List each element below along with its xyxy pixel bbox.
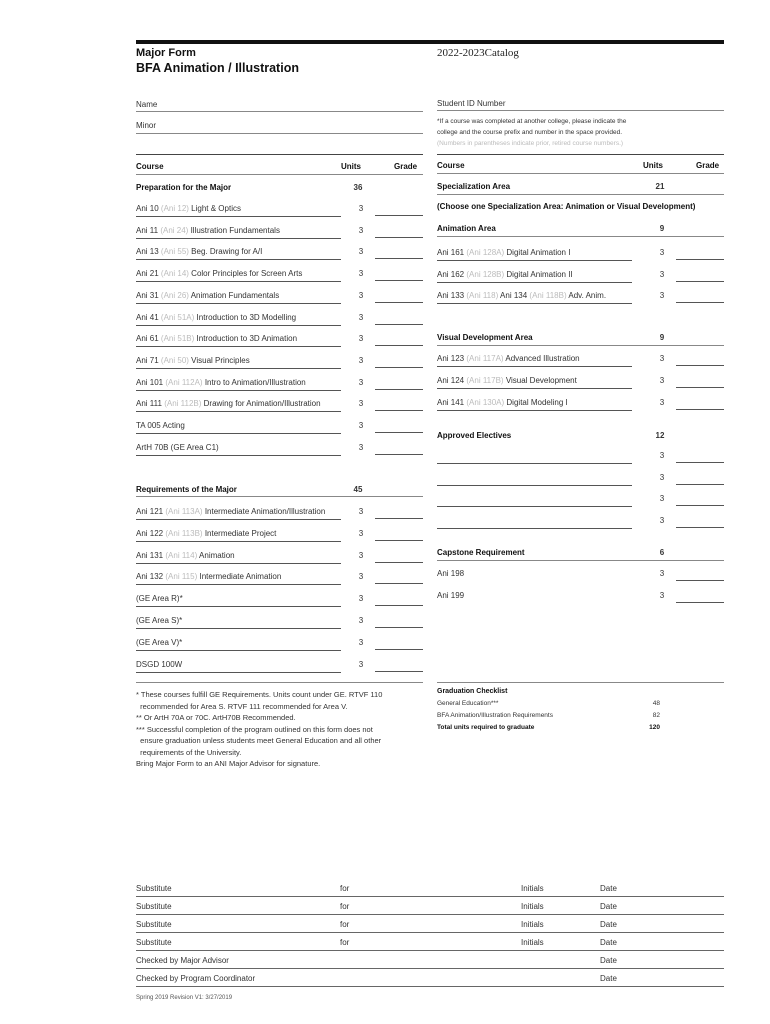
initials-label: Initials	[521, 938, 544, 947]
right-header-rule	[437, 154, 724, 155]
for-label: for	[340, 938, 350, 947]
course-cell	[136, 313, 296, 322]
course-underline	[136, 650, 341, 651]
course-underline	[136, 325, 341, 326]
course-title: Intermediate Animation	[199, 572, 282, 582]
footnotes	[136, 689, 426, 770]
capstone-units: 3	[659, 569, 665, 578]
left-col-grade: Grade	[394, 162, 418, 171]
grade-field[interactable]	[375, 258, 423, 259]
course-underline	[136, 346, 341, 347]
course-underline	[136, 259, 341, 260]
course-title: Illustration Fundamentals	[190, 225, 280, 235]
grade-field[interactable]	[676, 602, 724, 603]
minor-label: Minor	[136, 121, 157, 130]
substitute-field[interactable]	[136, 950, 724, 951]
course-title: Visual Development	[505, 376, 577, 385]
checklist-total-value: 120	[649, 724, 660, 731]
substitute-field[interactable]	[136, 914, 724, 915]
form-title: Major Form	[136, 47, 196, 59]
course-old-number: (Ani 112B)	[164, 399, 202, 409]
initials-label: Initials	[521, 902, 544, 911]
transfer-note-3: (Numbers in parentheses indicate prior, retired course numbers.)	[437, 140, 624, 147]
course-cell	[136, 247, 262, 256]
capstone-course: Ani 199	[437, 591, 465, 600]
course-underline	[136, 672, 341, 673]
vis-area-units: 9	[659, 333, 665, 342]
checklist-ge-label: General Education***	[437, 700, 499, 707]
course-underline	[136, 368, 341, 369]
left-col-course: Course	[136, 162, 164, 171]
course-cell	[136, 291, 279, 300]
course-cell	[136, 638, 182, 647]
course-old-number: (Ani 117A)	[466, 354, 504, 363]
right-col-units: Units	[643, 161, 663, 170]
course-code: Ani 121	[136, 507, 164, 516]
course-cell	[136, 443, 219, 452]
req-section-units: 45	[353, 485, 363, 494]
course-title: Advanced Illustration	[505, 354, 580, 363]
elective-course-field[interactable]	[437, 463, 632, 464]
course-underline	[136, 433, 341, 434]
course-old-number: (Ani 24)	[160, 225, 189, 235]
revision-footer: Spring 2019 Revision V1: 3/27/2019	[136, 995, 233, 1001]
course-old-number: (Ani 51A)	[160, 312, 195, 322]
transfer-note-2: college and the course prefix and number in the space provided.	[437, 129, 623, 136]
capstone-units: 6	[659, 548, 665, 557]
course-units: 3	[659, 354, 665, 363]
signature-field[interactable]	[136, 968, 724, 969]
course-underline	[437, 388, 632, 389]
grade-field[interactable]	[676, 259, 724, 260]
capstone-rule	[437, 560, 724, 561]
anim-area-title: Animation Area	[437, 224, 496, 233]
footnote-line: ** Or ArtH 70A or 70C. ArtH70B Recommended.	[136, 713, 296, 722]
course-code: (GE Area R)*	[136, 594, 183, 604]
course-old-number: (Ani 114)	[165, 550, 198, 560]
course-code: Ani 161	[437, 248, 465, 257]
grade-field[interactable]	[375, 605, 423, 606]
elective-course-field[interactable]	[437, 485, 632, 486]
initials-label: Initials	[521, 920, 544, 929]
grade-field[interactable]	[375, 302, 423, 303]
catalog-year: 2022-2023Catalog	[437, 47, 519, 59]
course-title: Digital Animation II	[506, 269, 573, 279]
course-title: Color Principles for Screen Arts	[191, 269, 303, 279]
course-title: Digital Animation I	[506, 248, 571, 257]
initials-label: Initials	[521, 884, 544, 893]
spec-section-units: 21	[655, 182, 665, 191]
course-cell	[136, 204, 241, 213]
course-units: 3	[358, 204, 364, 213]
grade-field[interactable]	[375, 410, 423, 411]
grade-field[interactable]	[375, 562, 423, 563]
course-old-number: (Ani 112A)	[165, 377, 203, 387]
course-code: DSGD 100W	[136, 659, 183, 669]
right-col-course: Course	[437, 161, 465, 170]
course-cell	[136, 572, 281, 581]
course-underline	[136, 455, 341, 456]
course-units: 3	[358, 442, 364, 452]
capstone-units: 3	[659, 591, 665, 600]
electives-units: 12	[655, 431, 665, 440]
for-label: for	[340, 884, 350, 893]
grade-field[interactable]	[676, 527, 724, 528]
course-cell	[136, 269, 302, 278]
grade-field[interactable]	[375, 540, 423, 541]
course-old-number: (Ani 51B)	[160, 334, 195, 344]
course-cell	[136, 421, 185, 430]
course-old-number: (Ani 115)	[165, 572, 198, 582]
substitute-label: Substitute	[136, 884, 172, 893]
student-id-label: Student ID Number	[437, 99, 506, 108]
course-title: Animation	[199, 550, 235, 560]
course-units: 3	[659, 291, 665, 300]
course-units: 3	[358, 269, 364, 279]
grade-field[interactable]	[676, 302, 724, 303]
left-col-units: Units	[341, 162, 361, 171]
course-code: Ani 131	[136, 550, 164, 560]
course-underline	[136, 541, 341, 542]
course-units: 3	[358, 225, 364, 235]
right-subheader-rule	[437, 173, 724, 174]
spec-rule	[437, 194, 724, 195]
grade-field[interactable]	[676, 505, 724, 506]
course-units: 3	[358, 528, 364, 538]
course-title: Digital Modeling I	[506, 398, 568, 407]
checklist-title: Graduation Checklist	[437, 688, 508, 695]
course-code: Ani 111	[136, 399, 162, 409]
course-underline	[136, 216, 341, 217]
anim-rule	[437, 236, 724, 237]
program-title: BFA Animation / Illustration	[136, 61, 299, 75]
spec-section-title: Specialization Area	[437, 182, 511, 191]
course-code: Ani 41	[136, 312, 159, 322]
course-code: Ani 13	[136, 247, 159, 257]
course-title: Intermediate Project	[204, 528, 277, 538]
course-units: 3	[358, 312, 364, 322]
course-title: Light & Optics	[191, 204, 241, 213]
course-cell	[136, 507, 325, 516]
course-units: 3	[358, 572, 364, 582]
course-old-number: (Ani 55)	[160, 247, 189, 257]
course-code: Ani 123	[437, 354, 465, 363]
course-old-number: (Ani 117B)	[466, 376, 504, 385]
course-code: Ani 133	[437, 291, 465, 300]
course-cell	[136, 616, 182, 625]
elective-units: 3	[659, 451, 665, 460]
grade-field[interactable]	[375, 280, 423, 281]
course-cell	[136, 399, 321, 408]
course-units: 3	[358, 334, 364, 344]
electives-title: Approved Electives	[437, 431, 512, 440]
vis-area-title: Visual Development Area	[437, 333, 533, 342]
grade-field[interactable]	[375, 671, 423, 672]
course-old-number: (Ani 128A)	[466, 248, 505, 257]
course-code: Ani 162	[437, 269, 465, 279]
course-old-number: (Ani 130A)	[466, 398, 505, 407]
course-underline	[136, 628, 341, 629]
grade-field[interactable]	[676, 387, 724, 388]
course-underline	[136, 519, 341, 520]
course-title: Introduction to 3D Modelling	[196, 312, 297, 322]
grade-field[interactable]	[676, 281, 724, 282]
student-id-field[interactable]	[437, 110, 724, 111]
prep-section-units: 36	[353, 183, 363, 192]
for-label: for	[340, 902, 350, 911]
course-cell	[136, 378, 306, 387]
grade-field[interactable]	[676, 580, 724, 581]
checklist-req-value: 82	[652, 712, 660, 719]
course-old-number: (Ani 113B)	[165, 528, 203, 538]
course-underline	[437, 366, 632, 367]
course-code: Ani 21	[136, 269, 159, 279]
footnote-line: Bring Major Form to an ANI Major Advisor for signature.	[136, 759, 321, 768]
grade-field[interactable]	[375, 389, 423, 390]
course-code: TA 005 Acting	[136, 421, 185, 430]
course-cell	[136, 334, 297, 343]
course-units: 3	[358, 399, 364, 409]
course-old-number: (Ani 50)	[160, 355, 189, 365]
course-code: Ani 132	[136, 572, 164, 582]
course-code: Ani 31	[136, 290, 159, 300]
course-underline	[136, 281, 341, 282]
prep-section-title: Preparation for the Major	[136, 183, 232, 192]
vis-rule	[437, 345, 724, 346]
grade-field[interactable]	[375, 649, 423, 650]
grade-field[interactable]	[676, 462, 724, 463]
course-underline	[437, 260, 632, 261]
course-cell	[437, 291, 606, 300]
date-label: Date	[600, 938, 617, 947]
for-label: for	[340, 920, 350, 929]
date-label: Date	[600, 884, 617, 893]
course-underline	[136, 411, 341, 412]
course-underline	[437, 303, 632, 304]
course-units: 3	[358, 594, 364, 604]
course-cell	[437, 354, 580, 363]
date-label: Date	[600, 956, 617, 965]
grade-field[interactable]	[375, 627, 423, 628]
substitute-label: Substitute	[136, 938, 172, 947]
grade-field[interactable]	[676, 409, 724, 410]
req-rule	[136, 496, 423, 497]
grade-field[interactable]	[375, 583, 423, 584]
course-underline	[136, 238, 341, 239]
footnote-line: ensure graduation unless students meet General Education and all other	[136, 736, 382, 745]
course-title: Intermediate Animation/Illustration	[204, 507, 326, 516]
date-label: Date	[600, 974, 617, 983]
course-underline	[136, 606, 341, 607]
notes-rule	[136, 682, 423, 683]
course-title: Ani 134	[500, 291, 528, 300]
course-code: Ani 61	[136, 334, 159, 344]
course-code: Ani 11	[136, 225, 159, 235]
date-label: Date	[600, 902, 617, 911]
substitute-field[interactable]	[136, 896, 724, 897]
course-cell	[136, 529, 276, 538]
course-cell	[437, 376, 577, 385]
course-units: 3	[659, 398, 665, 407]
grade-field[interactable]	[676, 484, 724, 485]
checklist-rule	[437, 682, 724, 683]
grade-field[interactable]	[375, 432, 423, 433]
course-code: ArtH 70B (GE Area C1)	[136, 442, 219, 452]
transfer-note-1: *If a course was completed at another college, please indicate the	[437, 118, 627, 125]
signature-field[interactable]	[136, 986, 724, 987]
substitute-label: Substitute	[136, 902, 172, 911]
course-cell	[136, 356, 250, 365]
footnote-line: recommended for Area S. RTVF 111 recommended for Area V.	[136, 701, 348, 711]
elective-course-field[interactable]	[437, 506, 632, 507]
spec-note: (Choose one Specialization Area: Animation or Visual Development)	[437, 202, 696, 211]
course-code: (GE Area V)*	[136, 637, 183, 647]
course-units: 3	[358, 247, 364, 257]
capstone-title: Capstone Requirement	[437, 548, 525, 557]
course-cell	[437, 270, 573, 279]
req-section-title: Requirements of the Major	[136, 485, 237, 494]
course-old-number: (Ani 118B)	[529, 291, 567, 300]
course-cell	[136, 226, 280, 235]
course-code: Ani 141	[437, 398, 465, 407]
course-old-number: (Ani 14)	[160, 269, 189, 279]
course-code: Ani 101	[136, 377, 164, 387]
left-header-rule	[136, 154, 423, 155]
course-units: 3	[358, 550, 364, 560]
course-old-number: (Ani 26)	[160, 290, 189, 300]
grade-field[interactable]	[375, 324, 423, 325]
grade-field[interactable]	[375, 215, 423, 216]
left-subheader-rule	[136, 174, 423, 175]
elective-units: 3	[659, 472, 665, 482]
course-units: 3	[358, 507, 364, 516]
course-title: Animation Fundamentals	[190, 290, 280, 300]
grade-field[interactable]	[375, 367, 423, 368]
major-advisor-label: Checked by Major Advisor	[136, 956, 229, 965]
course-title: Beg. Drawing for A/I	[191, 247, 263, 257]
grade-field[interactable]	[375, 454, 423, 455]
course-cell	[437, 398, 568, 407]
course-units: 3	[358, 355, 364, 365]
footnote-line: *** Successful completion of the program outlined on this form does not	[136, 724, 373, 734]
grade-field[interactable]	[375, 237, 423, 238]
anim-area-units: 9	[659, 224, 665, 233]
course-units: 3	[358, 637, 364, 647]
substitute-field[interactable]	[136, 932, 724, 933]
footnote-line: requirements of the University.	[136, 747, 242, 757]
course-old-number: (Ani 118)	[466, 291, 499, 300]
course-cell	[437, 248, 570, 257]
footnote-line: * These courses fulfill GE Requirements. Units count under GE. RTVF 110	[136, 690, 383, 699]
grade-field[interactable]	[676, 365, 724, 366]
course-old-number: (Ani 113A)	[165, 507, 203, 516]
checklist-total-label: Total units required to graduate	[437, 724, 535, 731]
header-rule	[136, 40, 724, 44]
capstone-course: Ani 198	[437, 569, 465, 578]
course-old-number: (Ani 12)	[160, 204, 189, 213]
checklist-req-label: BFA Animation/Illustration Requirements	[437, 712, 553, 719]
grade-field[interactable]	[375, 518, 423, 519]
course-underline	[136, 390, 341, 391]
course-units: 3	[358, 659, 364, 669]
course-title: Introduction to 3D Animation	[196, 334, 298, 344]
elective-course-field[interactable]	[437, 528, 632, 529]
program-coordinator-label: Checked by Program Coordinator	[136, 974, 256, 983]
right-col-grade: Grade	[696, 161, 720, 170]
substitute-label: Substitute	[136, 920, 172, 929]
course-title: Intro to Animation/Illustration	[204, 377, 306, 387]
course-units: 3	[358, 290, 364, 300]
minor-field[interactable]	[136, 133, 423, 134]
course-underline	[136, 303, 341, 304]
course-underline	[437, 410, 632, 411]
course-cell	[136, 551, 235, 560]
course-old-number: (Ani 128B)	[466, 269, 505, 279]
course-cell	[136, 660, 182, 669]
course-units: 3	[358, 421, 364, 430]
course-code: (GE Area S)*	[136, 616, 183, 625]
course-underline	[136, 584, 341, 585]
name-field[interactable]	[136, 111, 423, 112]
course-underline	[136, 563, 341, 564]
course-cell	[136, 594, 183, 603]
course-title: Drawing for Animation/Illustration	[203, 399, 321, 409]
course-units: 3	[659, 376, 665, 385]
course-units: 3	[659, 269, 665, 279]
name-label: Name	[136, 100, 158, 109]
elective-units: 3	[659, 515, 665, 525]
course-title: Adv. Anim.	[568, 291, 607, 300]
elective-units: 3	[659, 494, 665, 503]
course-units: 3	[659, 248, 665, 257]
course-title: Visual Principles	[191, 355, 250, 365]
course-code: Ani 10	[136, 204, 159, 213]
grade-field[interactable]	[375, 345, 423, 346]
course-underline	[437, 282, 632, 283]
date-label: Date	[600, 920, 617, 929]
course-code: Ani 124	[437, 376, 465, 385]
course-units: 3	[358, 616, 364, 625]
course-units: 3	[358, 377, 364, 387]
course-code: Ani 71	[136, 355, 159, 365]
course-code: Ani 122	[136, 528, 164, 538]
checklist-ge-value: 48	[652, 700, 660, 707]
